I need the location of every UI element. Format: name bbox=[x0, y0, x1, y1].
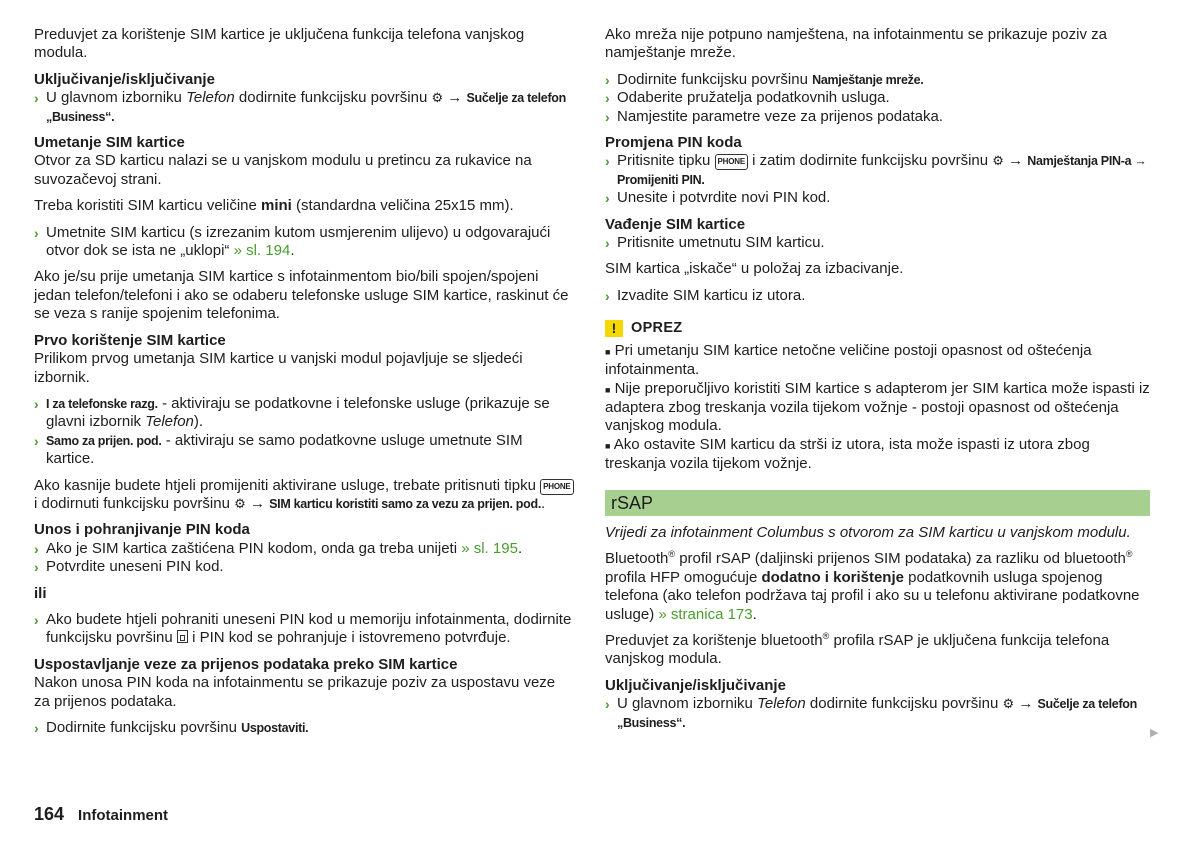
caution-title: OPREZ bbox=[631, 320, 683, 337]
heading-pin-change: Promjena PIN koda bbox=[605, 134, 742, 152]
step-arrow-icon: › bbox=[34, 720, 39, 736]
paragraph: Ako mreža nije potpuno namještena, na infotainmentu se prikazuje poziv za namještanje mreže. bbox=[605, 26, 1107, 62]
caution-item: ■ Pri umetanju SIM kartice netočne veličine postoji opasnost od oštećenja infotainmenta. bbox=[605, 341, 1092, 379]
step-arrow-icon: › bbox=[605, 108, 610, 125]
step-item: › Namjestite parametre veze za prijenos podataka. bbox=[605, 107, 944, 125]
step-item: › Umetnite SIM karticu (s izrezanim kutom usmjerenim ulijevo) u odgovarajući otvor dok se ista ne „uklopi“ » sl. 194. bbox=[34, 223, 551, 260]
step-item: › Ako budete htjeli pohraniti uneseni PIN kod u memoriju infotainmenta, dodirnite funkcijsku površinu i PIN kod se pohranjuje i istovremeno potvrđuje. bbox=[34, 610, 572, 647]
paragraph: Treba koristiti SIM karticu veličine mini (standardna veličina 25x15 mm). bbox=[34, 197, 514, 215]
heading-first-use: Prvo korištenje SIM kartice bbox=[34, 331, 226, 349]
heading-onoff-rsap: Uključivanje/isključivanje bbox=[605, 676, 786, 694]
caution-item: ■ Ako ostavite SIM karticu da strši iz utora, ista može ispasti iz utora zbog treskanja vozila tijekom vožnje. bbox=[605, 435, 1090, 473]
save-memory-icon bbox=[177, 630, 188, 643]
step-arrow-icon: › bbox=[605, 71, 610, 88]
step-arrow-icon: › bbox=[605, 287, 610, 304]
heading-remove: Vađenje SIM kartice bbox=[605, 215, 746, 233]
caution-item: ■ Nije preporučljivo koristiti SIM kartice s adapterom jer SIM kartica može ispasti iz adaptera zbog treskanja vozila tijekom vožnje - postoji opasnost od oštećenja vanjskog modula. bbox=[605, 379, 1150, 435]
step-arrow-icon: › bbox=[605, 190, 610, 207]
caution-header bbox=[605, 319, 1150, 337]
step-item: › U glavnom izborniku Telefon dodirnite funkcijsku površinu ⚙ → Sučelje za telefon „Business“. bbox=[34, 89, 566, 124]
step-arrow-icon: › bbox=[34, 395, 39, 412]
footer-section: Infotainment bbox=[78, 807, 169, 824]
phone-key-icon: PHONE bbox=[540, 479, 573, 495]
step-arrow-icon: › bbox=[605, 90, 610, 107]
step-arrow-icon: › bbox=[34, 432, 39, 449]
step-item: › Dodirnite funkcijsku površinu Uspostaviti. bbox=[34, 719, 309, 736]
to-arrow-icon: → bbox=[447, 89, 463, 107]
step-item: › Ako je SIM kartica zaštićena PIN kodom, onda ga treba unijeti » sl. 195. bbox=[34, 539, 523, 557]
step-arrow-icon: › bbox=[34, 90, 39, 107]
right-column bbox=[605, 26, 1150, 732]
or-label: ili bbox=[34, 584, 47, 602]
step-item: › Pritisnite tipku PHONE i zatim dodirnite funkcijsku površinu ⚙ → Namještanja PIN-a → Promijeniti PIN. bbox=[605, 152, 1147, 187]
page-number: 164 bbox=[34, 804, 65, 824]
step-item: › I za telefonske razg. - aktiviraju se podatkovne i telefonske usluge (prikazuje se glavni izbornik Telefon). bbox=[34, 394, 550, 431]
step-arrow-icon: › bbox=[34, 611, 39, 628]
step-item: › Odaberite pružatelja podatkovnih usluga. bbox=[605, 89, 890, 107]
paragraph: Ako je/su prije umetanja SIM kartice s infotainmentom bio/bili spojen/spojeni jedan telefon/telefoni i ako se odaberu telefonske usluge SIM kartice, raskinut će se veza s ranije spojenim telefonima. bbox=[34, 268, 569, 323]
phone-key-icon: PHONE bbox=[715, 154, 748, 170]
step-arrow-icon: › bbox=[605, 235, 610, 252]
step-item: › Izvadite SIM karticu iz utora. bbox=[605, 286, 806, 304]
step-arrow-icon: › bbox=[605, 153, 610, 170]
heading-pin: Unos i pohranjivanje PIN koda bbox=[34, 521, 250, 539]
paragraph: Nakon unosa PIN koda na infotainmentu se prikazuje poziv za uspostavu veze za prijenos podataka. bbox=[34, 674, 556, 710]
page-footer bbox=[34, 804, 168, 825]
paragraph: Preduvjet za korištenje bluetooth® profila rSAP je uključena funkcija telefona vanjskog modula. bbox=[605, 630, 1110, 668]
warning-icon: ! bbox=[605, 320, 623, 337]
heading-onoff: Uključivanje/isključivanje bbox=[34, 70, 215, 88]
step-arrow-icon: › bbox=[605, 696, 610, 713]
settings-gear-icon: ⚙ bbox=[234, 495, 246, 511]
paragraph: Prilikom prvog umetanja SIM kartice u vanjski modul pojavljuje se sljedeći izbornik. bbox=[34, 350, 523, 386]
step-item: › Unesite i potvrdite novi PIN kod. bbox=[605, 189, 831, 207]
paragraph: Bluetooth® profil rSAP (daljinski prijenos SIM podataka) za razliku od bluetooth® profila HFP omogućuje dodatno i korištenje podatkovnih usluga spojenog telefona (ako telefon podržava taj profil i ako su u telefonu aktivirane podatkovne usluge) » stranica 173. bbox=[605, 549, 1140, 623]
step-item: › Samo za prijen. pod. - aktiviraju se samo podatkovne usluge umetnute SIM kartice. bbox=[34, 431, 523, 468]
step-item: › U glavnom izborniku Telefon dodirnite funkcijsku površinu ⚙ → Sučelje za telefon „Business“. bbox=[605, 695, 1137, 730]
left-column bbox=[34, 26, 574, 737]
paragraph: SIM kartica „iskače“ u položaj za izbacivanje. bbox=[605, 260, 904, 278]
validity-note: Vrijedi za infotainment Columbus s otvorom za SIM karticu u vanjskom modulu. bbox=[605, 523, 1131, 541]
settings-gear-icon: ⚙ bbox=[431, 90, 444, 106]
figure-link[interactable]: » sl. 195 bbox=[461, 539, 518, 557]
heading-insert: Umetanje SIM kartice bbox=[34, 134, 185, 152]
continue-arrow-icon: ▶ bbox=[1150, 727, 1159, 739]
settings-gear-icon: ⚙ bbox=[1002, 696, 1015, 712]
page-link[interactable]: » stranica 173 bbox=[658, 605, 753, 623]
paragraph: Preduvjet za korištenje SIM kartice je uključena funkcija telefona vanjskog modula. bbox=[34, 26, 525, 62]
settings-gear-icon: ⚙ bbox=[992, 153, 1004, 169]
step-item: › Dodirnite funkcijsku površinu Namještanje mreže. bbox=[605, 70, 924, 88]
paragraph: Otvor za SD karticu nalazi se u vanjskom modulu u pretincu za rukavice na suvozačevoj strani. bbox=[34, 152, 532, 188]
paragraph: Ako kasnije budete htjeli promijeniti aktivirane usluge, trebate pritisnuti tipku PHONE i dodirnuti funkcijsku površinu ⚙ → SIM karticu koristiti samo za vezu za prijen. pod.. bbox=[34, 477, 574, 514]
section-header-rsap: rSAP bbox=[605, 490, 1150, 516]
step-arrow-icon: › bbox=[34, 559, 39, 576]
step-arrow-icon: › bbox=[34, 540, 39, 557]
figure-link[interactable]: » sl. 194 bbox=[233, 242, 291, 260]
step-item: › Potvrdite uneseni PIN kod. bbox=[34, 558, 224, 576]
step-arrow-icon: › bbox=[34, 224, 39, 241]
heading-connection: Uspostavljanje veze za prijenos podataka preko SIM kartice bbox=[34, 655, 458, 673]
step-item: › Pritisnite umetnutu SIM karticu. bbox=[605, 234, 825, 252]
